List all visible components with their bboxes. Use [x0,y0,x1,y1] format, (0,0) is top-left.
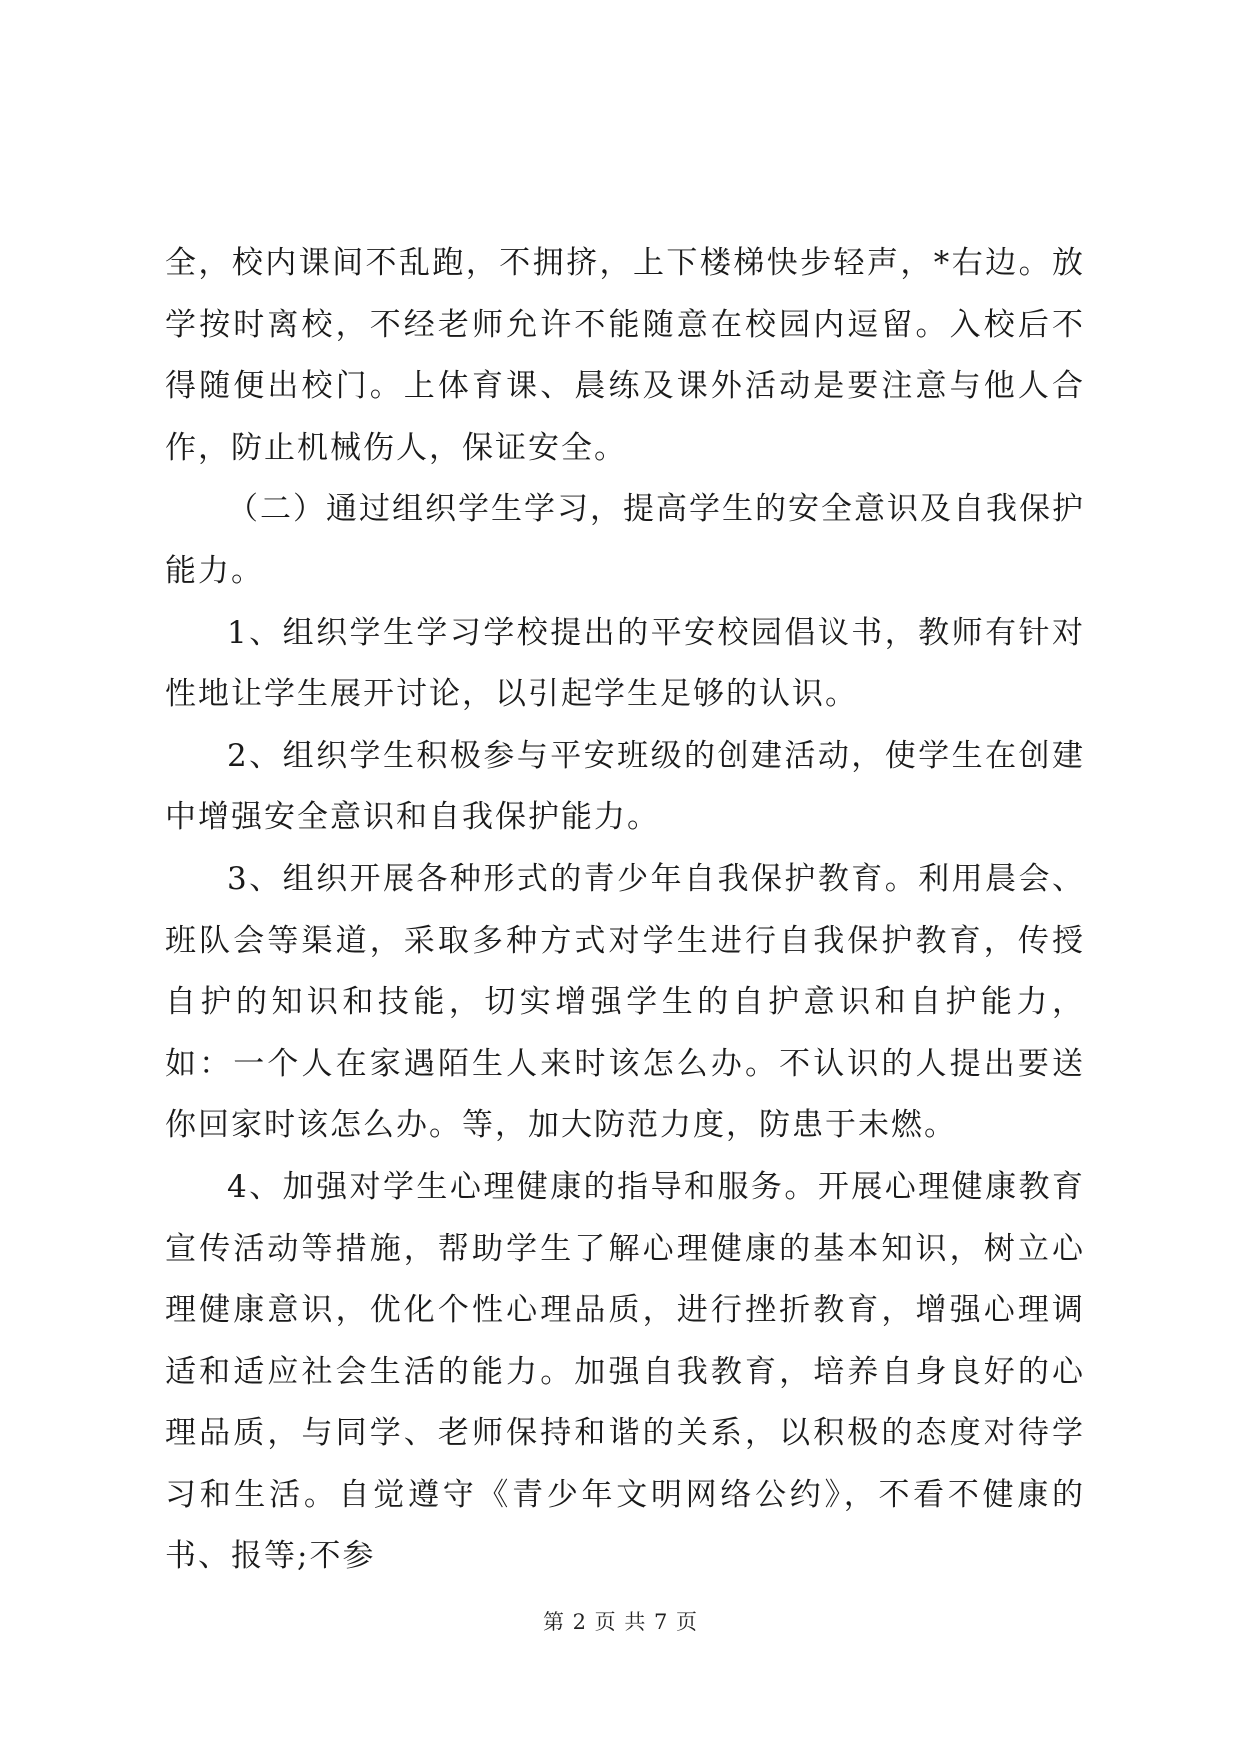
document-body [165,233,1085,1588]
paragraph-section-heading: （二）通过组织学生学习，提高学生的安全意识及自我保护能力。 [165,491,1085,589]
paragraph-item-2: 2、组织学生积极参与平安班级的创建活动，使学生在创建中增强安全意识和自我保护能力。 [165,737,1085,836]
paragraph-item-3: 3、组织开展各种形式的青少年自我保护教育。利用晨会、班队会等渠道，采取多种方式对学生进行自我保护教育，传授自护的知识和技能，切实增强学生的自护意识和自护能力，如：一个人在家遇陌生人来时该怎么办。不认识的人提出要送你回家时该怎么办。等，加大防范力度，防患于未燃。 [165,860,1085,1144]
paragraph-item-1: 1、组织学生学习学校提出的平安校园倡议书，教师有针对性地让学生展开讨论，以引起学生足够的认识。 [165,614,1085,713]
paragraph-item-4: 4、加强对学生心理健康的指导和服务。开展心理健康教育宣传活动等措施，帮助学生了解心理健康的基本知识，树立心理健康意识，优化个性心理品质，进行挫折教育，增强心理调适和适应社会生活的能力。加强自我教育，培养自身良好的心理品质，与同学、老师保持和谐的关系，以积极的态度对待学习和生活。自觉遵守《青少年文明网络公约》，不看不健康的书、报等;不参 [165,1168,1085,1575]
page-number-footer: 第 2 页 共 7 页 [542,1610,699,1634]
paragraph-continued: 全，校内课间不乱跑，不拥挤，上下楼梯快步轻声，*右边。放学按时离校，不经老师允许不能随意在校园内逗留。入校后不得随便出校门。上体育课、晨练及课外活动是要注意与他人合作，防止机械伤人，保证安全。 [165,245,1085,466]
